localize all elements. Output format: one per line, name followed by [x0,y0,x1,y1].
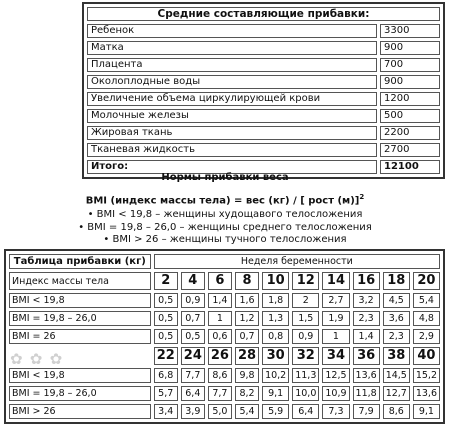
week-number: 12 [292,272,319,290]
gain-row [9,329,440,344]
total-value: 12100 [380,160,440,174]
gain-value: 3,6 [383,311,410,326]
component-row [87,109,440,123]
gain-rows-a [9,293,440,344]
bmi-category-item: • BMI < 19,8 – женщины худощавого телосложения [87,209,363,220]
component-label: Матка [87,41,377,55]
gain-value: 1 [322,329,349,344]
gain-value: 5,4 [235,404,259,419]
gain-value: 2,3 [353,311,380,326]
gain-value: 0,5 [154,293,178,308]
gain-value: 8,6 [383,404,410,419]
gain-value: 6,4 [181,386,205,401]
bmi-categories [0,209,450,247]
component-row [87,41,440,55]
week-number: 18 [383,272,410,290]
gain-value: 0,6 [208,329,232,344]
gain-value: 10,9 [322,386,349,401]
watermark: ✿ ✿ ✿ [10,350,64,368]
gain-value: 13,6 [353,368,380,383]
gain-rows-b [9,368,440,419]
gain-value: 9,8 [235,368,259,383]
week-number: 32 [292,347,319,365]
gain-row-label: BMI = 19,8 – 26,0 [9,311,151,326]
row-header: Индекс массы тела [9,272,151,290]
gain-value: 3,4 [154,404,178,419]
gain-value: 5,9 [262,404,289,419]
gain-value: 0,8 [262,329,289,344]
week-number: 10 [262,272,289,290]
component-value: 500 [380,109,440,123]
week-number: 14 [322,272,349,290]
gain-value: 2 [292,293,319,308]
component-label: Околоплодные воды [87,75,377,89]
gain-value: 6,4 [292,404,319,419]
gain-value: 0,5 [154,329,178,344]
component-row [87,143,440,157]
gain-value: 7,7 [181,368,205,383]
gain-row-label: BMI > 26 [9,404,151,419]
gain-value: 6,8 [154,368,178,383]
gain-value: 2,3 [383,329,410,344]
week-number: 30 [262,347,289,365]
component-row [87,126,440,140]
week-header: Неделя беременности [154,254,440,269]
gain-value: 1,3 [262,311,289,326]
gain-value: 5,0 [208,404,232,419]
gain-value: 8,6 [208,368,232,383]
week-number: 6 [208,272,232,290]
bmi-formula [0,193,450,206]
gain-value: 13,6 [413,386,440,401]
component-label: Плацента [87,58,377,72]
gain-row-label: BMI = 26 [9,329,151,344]
gain-value: 15,2 [413,368,440,383]
component-value: 3300 [380,24,440,38]
week-number: 26 [208,347,232,365]
week-number: 38 [383,347,410,365]
component-label: Ребенок [87,24,377,38]
week-number: 34 [322,347,349,365]
gain-value: 0,5 [154,311,178,326]
component-value: 2700 [380,143,440,157]
gain-value: 1 [208,311,232,326]
week-number: 8 [235,272,259,290]
gain-row-label: BMI = 19,8 – 26,0 [9,386,151,401]
component-label: Увеличение объема циркулирующей крови [87,92,377,106]
gain-value: 9,1 [262,386,289,401]
components-table [82,2,445,179]
week-number: 4 [181,272,205,290]
gain-value: 7,9 [353,404,380,419]
gain-value: 9,1 [413,404,440,419]
gain-value: 5,7 [154,386,178,401]
gain-value: 1,9 [322,311,349,326]
component-row [87,92,440,106]
norms-title: Нормы прибавки веса [161,172,289,183]
gain-row [9,404,440,419]
component-value: 900 [380,75,440,89]
gain-row [9,386,440,401]
gain-value: 1,2 [235,311,259,326]
bmi-category-item: • BMI = 19,8 – 26,0 – женщины среднего телосложения [78,221,372,233]
components-rows [87,24,440,157]
component-row [87,75,440,89]
week-number: 16 [353,272,380,290]
gain-value: 11,8 [353,386,380,401]
components-title: Средние составляющие прибавки: [87,7,440,21]
gain-table [4,249,445,424]
gain-value: 1,8 [262,293,289,308]
gain-row [9,311,440,326]
component-row [87,58,440,72]
gain-value: 0,9 [292,329,319,344]
gain-value: 10,2 [262,368,289,383]
bmi-formula-text: BMI (индекс массы тела) = вес (кг) / [ рост (м)] [85,195,360,207]
week-number: 40 [413,347,440,365]
gain-value: 5,4 [413,293,440,308]
total-label: Итого: [87,160,377,174]
gain-value: 14,5 [383,368,410,383]
blank-cell [9,347,151,365]
gain-value: 4,5 [383,293,410,308]
week-number: 22 [154,347,178,365]
gain-row-label: BMI < 19,8 [9,368,151,383]
gain-value: 0,7 [181,311,205,326]
gain-row [9,368,440,383]
gain-value: 2,7 [322,293,349,308]
gain-row-label: BMI < 19,8 [9,293,151,308]
component-value: 2200 [380,126,440,140]
gain-value: 2,9 [413,329,440,344]
gain-value: 3,9 [181,404,205,419]
component-label: Жировая ткань [87,126,377,140]
gain-value: 1,4 [208,293,232,308]
gain-value: 1,4 [353,329,380,344]
gain-value: 0,9 [181,293,205,308]
component-value: 700 [380,58,440,72]
component-row [87,24,440,38]
gain-value: 1,6 [235,293,259,308]
gain-value: 11,3 [292,368,319,383]
week-number: 24 [181,347,205,365]
week-number: 28 [235,347,259,365]
gain-table-title: Таблица прибавки (кг) [9,254,151,269]
gain-value: 1,5 [292,311,319,326]
bmi-category-item: • BMI > 26 – женщины тучного телосложения [103,234,347,245]
gain-value: 0,5 [181,329,205,344]
gain-value: 4,8 [413,311,440,326]
week-number: 36 [353,347,380,365]
gain-value: 7,7 [208,386,232,401]
gain-value: 0,7 [235,329,259,344]
gain-value: 8,2 [235,386,259,401]
gain-value: 12,7 [383,386,410,401]
gain-value: 3,2 [353,293,380,308]
week-number: 20 [413,272,440,290]
component-value: 900 [380,41,440,55]
gain-value: 10,0 [292,386,319,401]
gain-row [9,293,440,308]
component-label: Тканевая жидкость [87,143,377,157]
component-label: Молочные железы [87,109,377,123]
bmi-formula-exponent: 2 [359,193,365,201]
component-value: 1200 [380,92,440,106]
gain-value: 12,5 [322,368,349,383]
gain-value: 7,3 [322,404,349,419]
week-number: 2 [154,272,178,290]
